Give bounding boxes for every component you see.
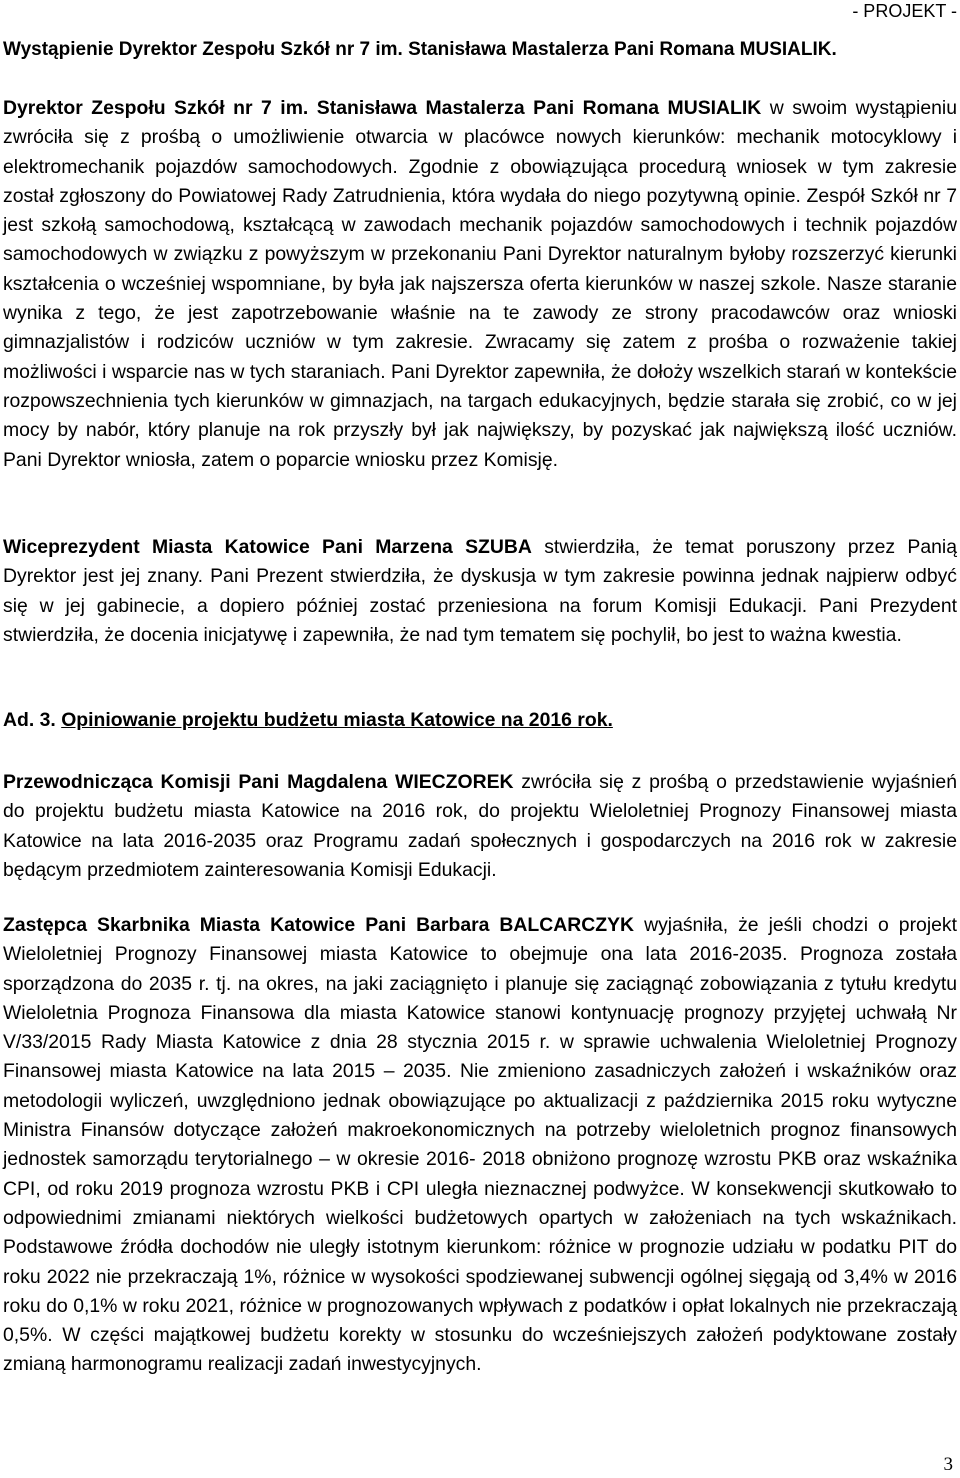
agenda-item: [3, 706, 613, 735]
paragraph-director: [3, 94, 957, 475]
page-number: 3: [943, 1454, 953, 1475]
agenda-number: Ad. 3.: [3, 709, 56, 731]
paragraph-deputy-treasurer-text: wyjaśniła, że jeśli chodzi o projekt Wieloletniej Prognozy Finansowej miasta Katowice to obejmuje ona lata 2016-2035. Prognoza została sporządzona do 2035 r. tj. na okres, na jaki zaciągnięto i planuje się zaciągnąć zobowiązania z tytułu kredytu Wieloletnia Prognoza Finansowa dla miasta Katowice stanowi kontynuację prognozy przyjętej uchwałą Nr V/33/2015 Rady Miasta Katowice z dnia 28 stycznia 2015 r. w sprawie uchwalenia Wieloletniej Prognozy Finansowej miasta Katowice na lata 2015 – 2035. Nie zmieniono zasadniczych założeń i wskaźników oraz metodologii wyliczeń, uwzględniono jednak obowiązujące po aktualizacji z października 2015 roku wytyczne Ministra Finansów dotyczące założeń makroekonomicznych na potrzeby wieloletnich prognoz finansowych jednostek samorządu terytorialnego – w okresie 2016- 2018 obniżono prognozę wzrostu PKB oraz wskaźnika CPI, od roku 2019 prognoza wzrostu PKB i CPI uległa nieznacznej podwyżce. W konsekwencji skutkowało to odpowiednimi zmianami niektórych wielkości budżetowych opartych w założeniach na tych wskaźnikach. Podstawowe źródła dochodów nie uległy istotnym kierunkom: różnice w prognozie udziału w podatku PIT do roku 2022 nie przekraczają 1%, różnice w wysokości spodziewanej subwencji ogólnej sięgają od 3,4% w 2016 roku do 0,1% w roku 2021, różnice w prognozowanych wpływach z podatków i opłat lokalnych nie przekraczają 0,5%. W części majątkowej budżetu korekty w stosunku do wcześniejszych założeń podyktowane zostały zmianą harmonogramu realizacji zadań inwestycyjnych.: [3, 914, 957, 1376]
paragraph-director-text: w swoim wystąpieniu zwróciła się z prośbą o umożliwienie otwarcia w placówce nowych kierunków: mechanik motocyklowy i elektromechanik pojazdów samochodowych. Zgodnie z obowiązująca procedurą wniosek w tym zakresie został zgłoszony do Powiatowej Rady Zatrudnienia, która wydała do niego pozytywną opinie. Zespół Szkół nr 7 jest szkołą samochodową, kształcącą w zawodach mechanik pojazdów samochodowych i technik pojazdów samochodowych w związku z powyższym w przekonaniu Pani Dyrektor naturalnym byłoby rozszerzyć kierunki kształcenia o wcześniej wspomniane, by była jak najszersza oferta kierunków w naszej szkole. Nasze staranie wynika z tego, że jest zapotrzebowanie właśnie na te zawody ze strony pracodawców oraz wnioski gimnazjalistów i rodziców uczniów w tym zakresie. Zwracamy się zatem z prośba o rozważenie takiej możliwości i wsparcie nas w tych staraniach. Pani Dyrektor zapewniła, że dołoży wszelkich starań w kontekście rozpowszechnienia tych kierunków w gimnazjach, na targach edukacyjnych, będzie starała się zrobić, co w jej mocy by nabór, który planuje na rok przyszły był jak największy, by pozyskać jak największą ilość uczniów. Pani Dyrektor wniosła, zatem o poparcie wniosku przez Komisję.: [3, 97, 957, 471]
speaker-vice-president: Wiceprezydent Miasta Katowice Pani Marzena SZUBA: [3, 536, 532, 558]
paragraph-chairwoman-text: zwróciła się z prośbą o przedstawienie wyjaśnień do projektu budżetu miasta Katowice na 2016 rok, do projektu Wieloletniej Prognozy Finansowej miasta Katowice na lata 2016-2035 oraz Programu zadań społecznych i gospodarczych na 2016 rok w zakresie będącym przedmiotem zainteresowania Komisji Edukacji.: [3, 771, 957, 881]
speaker-deputy-treasurer: Zastępca Skarbnika Miasta Katowice Pani Barbara BALCARCZYK: [3, 914, 635, 936]
paragraph-chairwoman: [3, 768, 957, 885]
project-mark: - PROJEKT -: [852, 1, 957, 21]
speaker-director: Dyrektor Zespołu Szkół nr 7 im. Stanisława Mastalerza Pani Romana MUSIALIK: [3, 97, 762, 119]
agenda-title: Opiniowanie projektu budżetu miasta Katowice na 2016 rok.: [61, 709, 613, 731]
paragraph-vice-president-text: stwierdziła, że temat poruszony przez Panią Dyrektor jest jej znany. Pani Prezent stwierdziła, że dyskusja w tym zakresie powinna jednak najpierw odbyć się w jej gabinecie, a dopiero później zostać przeniesiona na forum Komisji Edukacji. Pani Prezydent stwierdziła, że docenia inicjatywę i zapewniła, że nad tym tematem się pochylił, bo jest to ważna kwestia.: [3, 536, 957, 646]
speaker-chairwoman: Przewodnicząca Komisji Pani Magdalena WIECZOREK: [3, 771, 514, 793]
section-heading: Wystąpienie Dyrektor Zespołu Szkół nr 7 im. Stanisława Mastalerza Pani Romana MUSIALIK.: [3, 39, 837, 60]
paragraph-vice-president: [3, 533, 957, 650]
paragraph-deputy-treasurer: [3, 911, 957, 1380]
